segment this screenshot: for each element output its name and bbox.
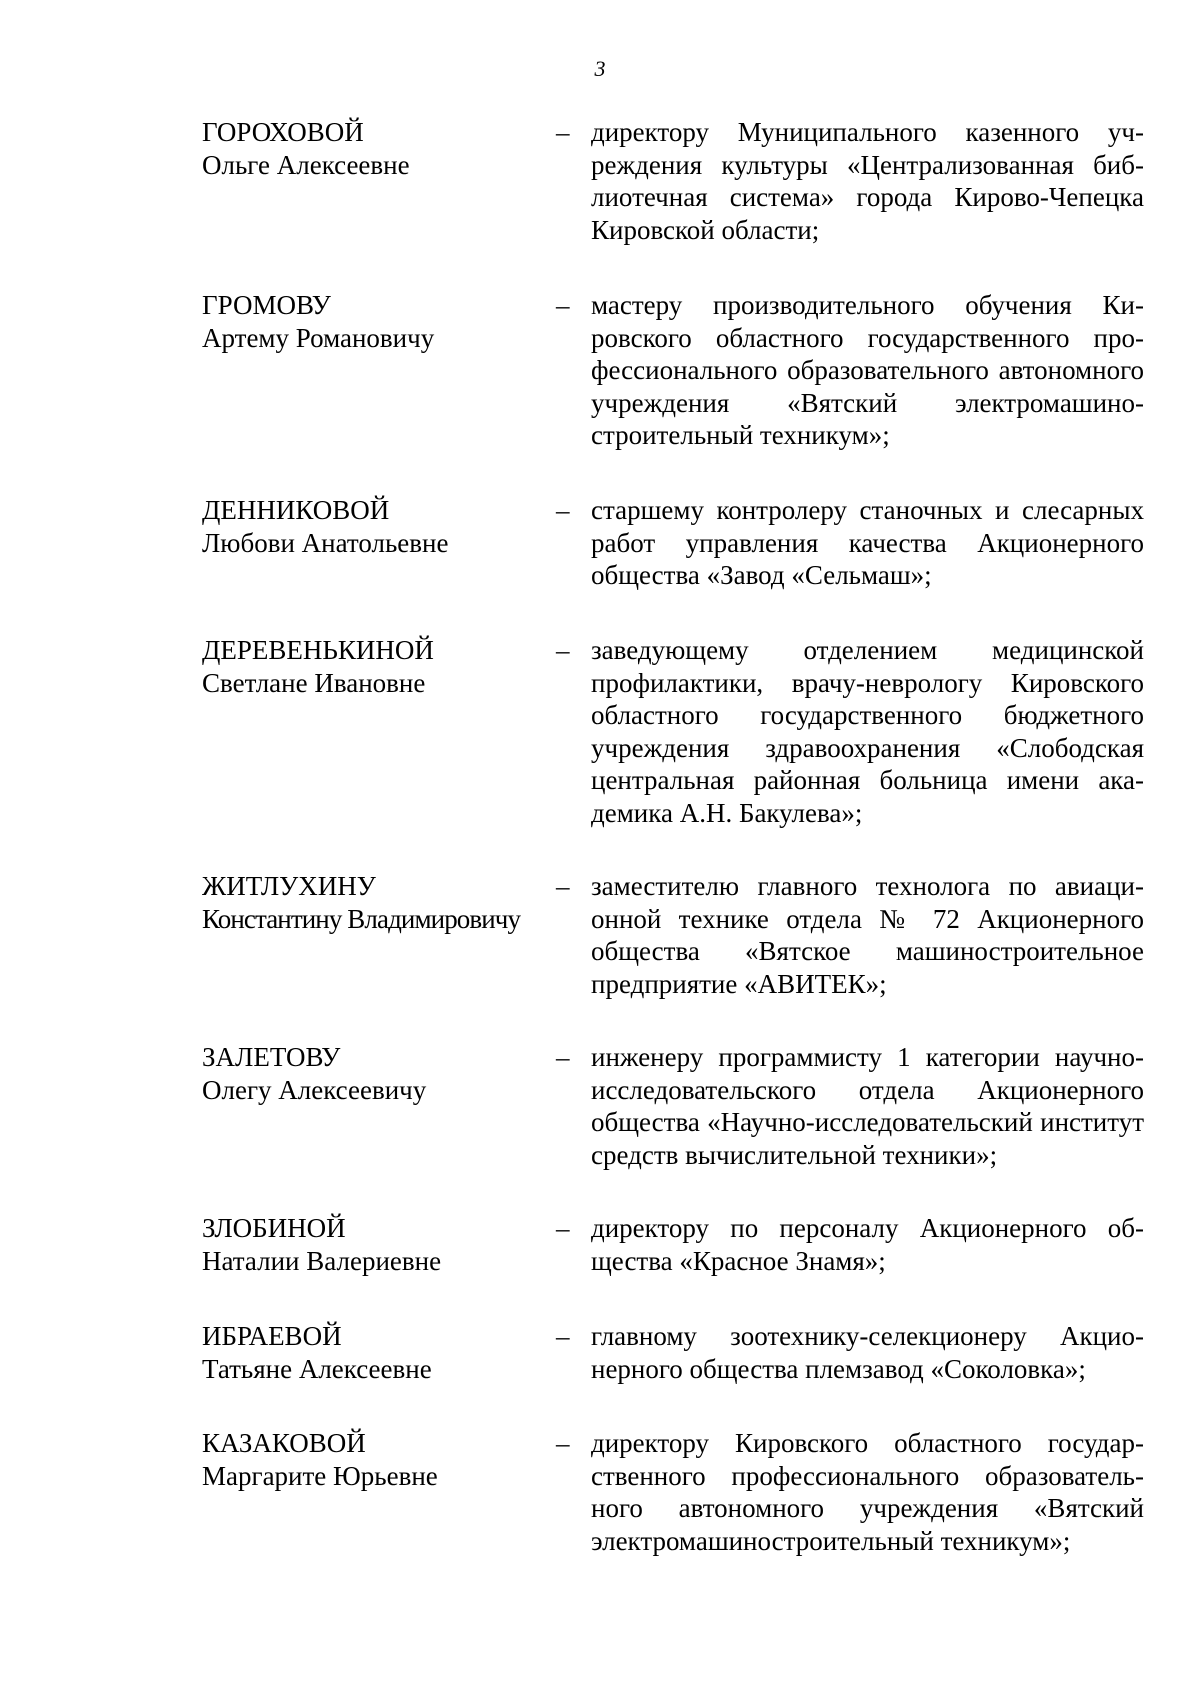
recipient-given-name: Светлане Ивановне xyxy=(202,668,426,698)
recipient-name xyxy=(202,634,562,700)
recipient-name xyxy=(202,116,562,182)
recipient-given-name: Олегу Алексеевичу xyxy=(202,1075,427,1105)
entry-dash: – xyxy=(556,1321,570,1351)
entry-dash: – xyxy=(556,1213,570,1243)
recipient-position: директору Кировского областного государственного профессионального образовательного автономного учреждения «Вятский электромашиностроительный техникум»; xyxy=(591,1428,1144,1556)
recipient-surname: ЗЛОБИНОЙ xyxy=(202,1213,346,1243)
page-number: 3 xyxy=(594,56,606,81)
recipient-given-name: Татьяне Алексеевне xyxy=(202,1354,432,1384)
recipient-position: заведующему отделением медицинской профилактики, врачу-неврологу Кировского областного государственного бюджетного учреждения здравоохранения «Слободская центральная районная больница имени академика А.Н. Бакулева»; xyxy=(591,635,1144,828)
recipient-surname: ГРОМОВУ xyxy=(202,290,331,320)
recipient-surname: ИБРАЕВОЙ xyxy=(202,1321,342,1351)
recipient-surname: ГОРОХОВОЙ xyxy=(202,117,364,147)
recipient-given-name: Константину Владимировичу xyxy=(202,904,521,934)
recipient-surname: ДЕННИКОВОЙ xyxy=(202,495,390,525)
recipient-given-name: Артему Романовичу xyxy=(202,323,435,353)
recipient-name xyxy=(202,1041,562,1107)
recipient-position: инженеру программисту 1 категории научно-исследовательского отдела Акционерного общества «Научно-исследовательский институт средств вычислительной техники»; xyxy=(591,1042,1144,1170)
recipient-given-name: Маргарите Юрьевне xyxy=(202,1461,438,1491)
entry-dash: – xyxy=(556,495,570,525)
recipient-name xyxy=(202,494,562,560)
recipient-name xyxy=(202,1212,562,1278)
entry-dash: – xyxy=(556,1042,570,1072)
recipient-surname: ЗАЛЕТОВУ xyxy=(202,1042,341,1072)
recipient-surname: КАЗАКОВОЙ xyxy=(202,1428,366,1458)
recipient-name xyxy=(202,870,562,936)
entry-dash: – xyxy=(556,871,570,901)
recipient-position: мастеру производительного обучения Кировского областного государственного профессионального образовательного автономного учреждения «Вятский электромашиностроительный техникум»; xyxy=(591,290,1144,450)
entry-dash: – xyxy=(556,117,570,147)
recipient-position: заместителю главного технолога по авиационной технике отдела № 72 Акционерного общества «Вятское машиностроительное предприятие «АВИТЕК»; xyxy=(591,871,1144,999)
recipient-given-name: Любови Анатольевне xyxy=(202,528,449,558)
recipient-name xyxy=(202,1320,562,1386)
recipient-position: директору Муниципального казенного учреждения культуры «Централизованная библиотечная система» города Кирово-Чепецка Кировской области; xyxy=(591,117,1144,245)
recipient-given-name: Наталии Валериевне xyxy=(202,1246,442,1276)
recipient-position: главному зоотехнику-селекционеру Акционерного общества племзавод «Соколовка»; xyxy=(591,1321,1144,1384)
recipient-position: старшему контролеру станочных и слесарных работ управления качества Акционерного общества «Завод «Сельмаш»; xyxy=(591,495,1144,590)
recipient-given-name: Ольге Алексеевне xyxy=(202,150,410,180)
entry-dash: – xyxy=(556,1428,570,1458)
recipient-name xyxy=(202,1427,562,1493)
recipient-surname: ЖИТЛУХИНУ xyxy=(202,871,376,901)
recipient-name xyxy=(202,289,562,355)
entry-dash: – xyxy=(556,290,570,320)
recipient-position: директору по персоналу Акционерного общества «Красное Знамя»; xyxy=(591,1213,1144,1276)
recipient-surname: ДЕРЕВЕНЬКИНОЙ xyxy=(202,635,434,665)
entry-dash: – xyxy=(556,635,570,665)
